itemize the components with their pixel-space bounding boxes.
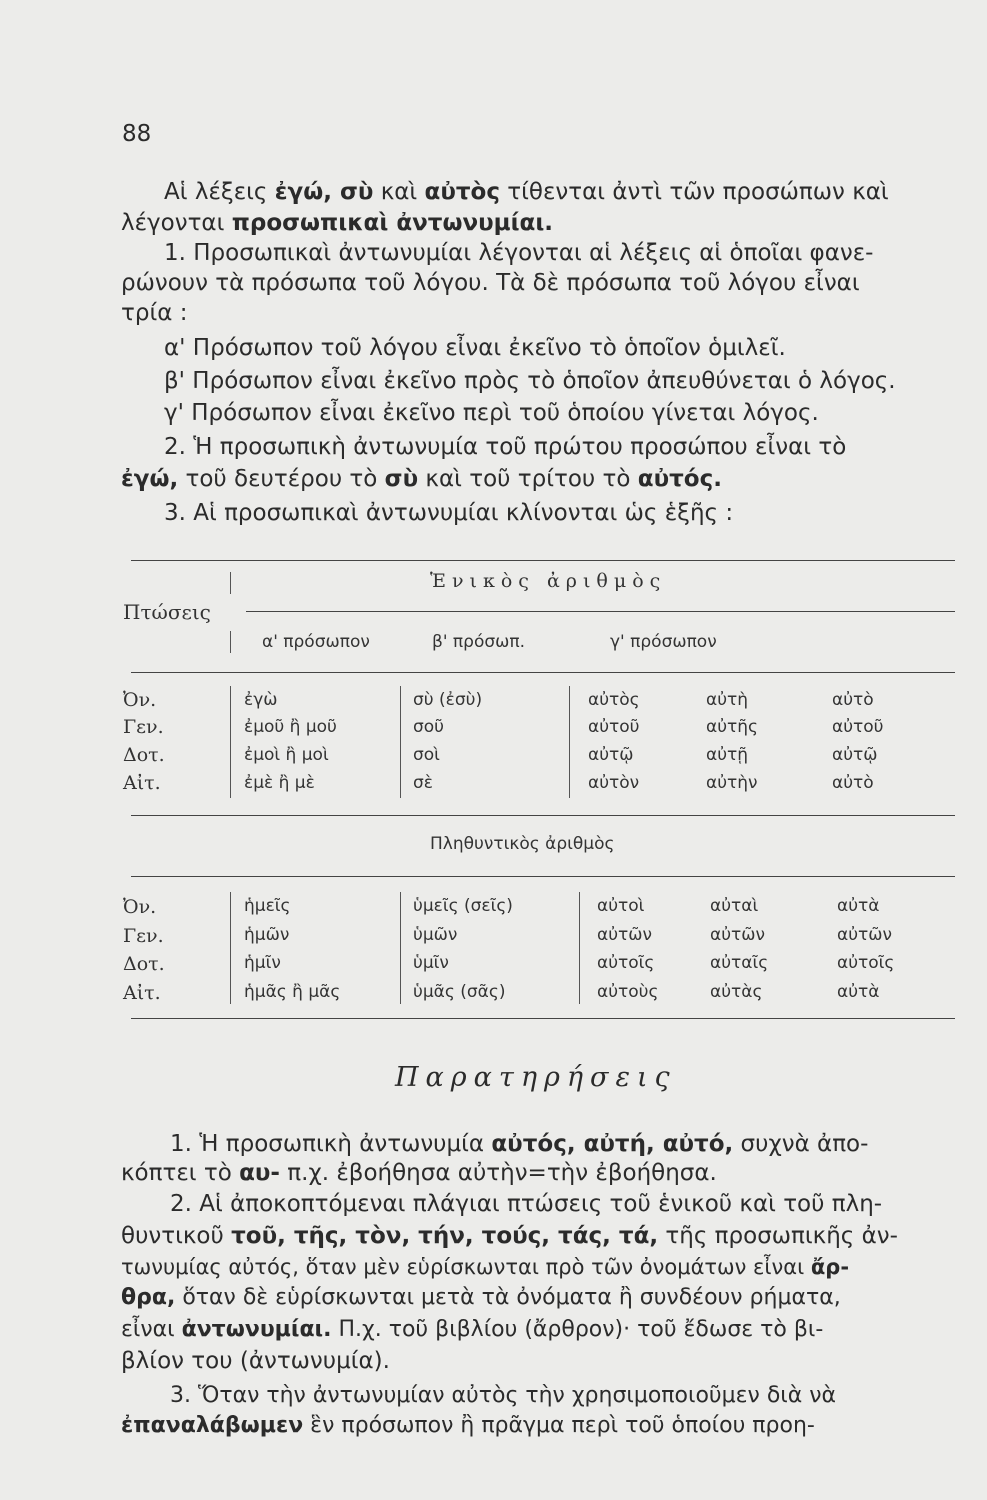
bold-term: ἐπαναλάβωμεν — [121, 1413, 304, 1438]
case-label: Αἰτ. — [123, 982, 161, 1004]
remark-2-line-2 — [121, 1220, 898, 1252]
cell-fem: αὐτὴν — [706, 773, 758, 793]
table-rule — [131, 815, 955, 816]
table-rule — [131, 876, 955, 877]
text: τίθενται ἀντὶ τῶν προσώπων καὶ — [499, 179, 889, 205]
cell-masc: αὐτοὺς — [597, 982, 659, 1002]
remark-3-line-2 — [121, 1410, 815, 1442]
cell-neut: αὐτὰ — [837, 982, 880, 1002]
text: θυντικοῦ — [121, 1223, 232, 1249]
remark-2-line-6: βλίον του (ἀντωνυμία). — [121, 1348, 390, 1374]
cell-masc: αὐτοὶ — [597, 896, 645, 916]
singular-title: Ἑνικὸς ἀριθμὸς — [430, 570, 667, 592]
bold-term: σὺ — [384, 466, 419, 492]
case-label: Γεν. — [123, 925, 164, 947]
bold-term: ἐγώ, σὺ — [274, 179, 374, 205]
cell-p1: ἐμοὶ ἢ μοὶ — [244, 745, 329, 765]
cell-p2: σοὶ — [413, 745, 440, 765]
p1-item-c: γ' Πρόσωπον εἶναι ἐκεῖνο περὶ τοῦ ὁποίου γίνεται λόγος. — [164, 400, 819, 426]
text: ἓν πρόσωπον ἢ πρᾶγμα περὶ τοῦ ὁποίου προη- — [303, 1413, 815, 1438]
remark-2-line-5 — [121, 1314, 823, 1346]
p3-line: 3. Αἱ προσωπικαὶ ἀντωνυμίαι κλίνονται ὡς ἑξῆς : — [164, 500, 734, 526]
text: κόπτει τὸ — [121, 1160, 240, 1186]
cell-p1: ἐμὲ ἢ μὲ — [244, 773, 315, 793]
cell-neut: αὐτὸ — [832, 773, 874, 793]
text: τωνυμίας αὐτός, ὅταν μὲν εὑρίσκωνται πρὸ τῶν ὀνομάτων εἶναι — [121, 1255, 811, 1279]
cell-masc: αὐτοῖς — [597, 953, 655, 973]
bold-term: αὐτὸς — [424, 179, 500, 205]
table-rule-top — [131, 560, 955, 561]
column-divider — [579, 892, 580, 1004]
remark-1-line-2 — [121, 1157, 717, 1189]
text: εἶναι — [121, 1317, 182, 1342]
cell-fem: αὐταῖς — [710, 953, 769, 973]
bold-term: τοῦ, τῆς, τὸν, τήν, τούς, τάς, τά, — [231, 1223, 659, 1249]
column-divider — [400, 686, 401, 798]
case-label: Δοτ. — [123, 744, 165, 766]
text: τοῦ δευτέρου τὸ — [178, 466, 385, 492]
page-number: 88 — [122, 121, 152, 147]
cases-label: Πτώσεις — [123, 600, 211, 624]
cell-fem: αὐτῶν — [710, 925, 766, 945]
cell-masc: αὐτὸν — [588, 773, 640, 793]
table-rule-bottom — [131, 1018, 955, 1019]
case-label: Γεν. — [123, 716, 164, 738]
cell-neut: αὐτὰ — [837, 896, 880, 916]
column-divider — [400, 892, 401, 1004]
header-divider — [230, 572, 231, 594]
cell-p1: ἐμοῦ ἢ μοῦ — [244, 717, 337, 737]
bold-term: προσωπικαὶ ἀντωνυμίαι. — [231, 210, 554, 236]
text: συχνὰ ἀπο- — [733, 1131, 869, 1157]
bold-term: θρα, — [121, 1285, 176, 1310]
bold-term: ἄρ- — [810, 1255, 850, 1279]
bold-term: ἐγώ, — [121, 466, 179, 492]
cell-p2: ὑμῶν — [413, 925, 458, 945]
text: Π.χ. τοῦ βιβλίου (ἄρθρον)· τοῦ ἔδωσε τὸ βι- — [331, 1317, 824, 1342]
case-label: Ὀν. — [123, 896, 157, 918]
cell-fem: αὐτῆς — [706, 717, 759, 737]
p1-line-3: τρία : — [121, 300, 188, 326]
cell-p1: ἡμᾶς ἢ μᾶς — [244, 982, 341, 1002]
person-2-header: β' πρόσωπ. — [432, 632, 526, 652]
text: ὅταν δὲ εὑρίσκωνται μετὰ τὰ ὀνόματα ἢ συνδέουν ρήματα, — [175, 1285, 841, 1310]
p1-item-a: α' Πρόσωπον τοῦ λόγου εἶναι ἐκεῖνο τὸ ὁποῖον ὁμιλεῖ. — [164, 335, 786, 361]
column-divider — [230, 686, 231, 798]
text: π.χ. ἐβοήθησα αὐτὴν=τὴν ἐβοήθησα. — [279, 1160, 717, 1186]
cell-fem: αὐτῇ — [706, 745, 749, 765]
cell-p2: σοῦ — [413, 717, 445, 737]
bold-term: αυ- — [239, 1160, 280, 1186]
cell-masc: αὐτὸς — [588, 690, 640, 710]
table-rule — [131, 672, 955, 673]
cell-p1: ἡμῶν — [244, 925, 290, 945]
case-label: Αἰτ. — [123, 772, 161, 794]
cell-p2: σὲ — [413, 773, 433, 793]
text: τῆς προσωπικῆς ἀν- — [658, 1223, 898, 1249]
person-3-header: γ' πρόσωπον — [610, 632, 717, 652]
cell-p2: ὑμεῖς (σεῖς) — [413, 896, 513, 916]
case-label: Ὀν. — [123, 689, 157, 711]
p1-line-1: 1. Προσωπικαὶ ἀντωνυμίαι λέγονται αἱ λέξεις αἱ ὁποῖαι φανε- — [164, 240, 874, 266]
bold-term: ἀντωνυμίαι. — [181, 1317, 332, 1342]
cell-neut: αὐτοῦ — [832, 717, 884, 737]
remarks-heading: Παρατηρήσεις — [395, 1062, 677, 1093]
remark-1-line-1 — [170, 1128, 868, 1160]
intro-line-1 — [164, 176, 889, 208]
p1-item-b: β' Πρόσωπον εἶναι ἐκεῖνο πρὸς τὸ ὁποῖον ἀπευθύνεται ὁ λόγος. — [164, 368, 896, 394]
bold-term: αὐτός, αὐτή, αὐτό, — [491, 1131, 734, 1157]
plural-title: Πληθυντικὸς ἀριθμὸς — [430, 834, 615, 854]
column-divider — [230, 892, 231, 1004]
cell-p1: ἐγὼ — [244, 690, 278, 710]
cell-fem: αὐταὶ — [710, 896, 759, 916]
cell-neut: αὐτῷ — [832, 745, 878, 765]
cell-p1: ἡμῖν — [244, 953, 281, 973]
text: λέγονται — [121, 210, 232, 236]
p2-line-1: 2. Ἡ προσωπικὴ ἀντωνυμία τοῦ πρώτου προσώπου εἶναι τὸ — [164, 434, 847, 460]
remark-2-line-3 — [121, 1251, 849, 1283]
cell-masc: αὐτῷ — [588, 745, 634, 765]
remark-2-line-4 — [121, 1282, 841, 1314]
table-rule-sub — [246, 611, 955, 612]
text: 1. Ἡ προσωπικὴ ἀντωνυμία — [170, 1131, 492, 1157]
cell-p1: ἡμεῖς — [244, 896, 291, 916]
text: καὶ τοῦ τρίτου τὸ — [418, 466, 638, 492]
cell-neut: αὐτοῖς — [837, 953, 895, 973]
cell-neut: αὐτὸ — [832, 690, 874, 710]
cell-p2: ὑμῖν — [413, 953, 449, 973]
cell-neut: αὐτῶν — [837, 925, 893, 945]
cell-p2: ὑμᾶς (σᾶς) — [413, 982, 506, 1002]
intro-line-2 — [121, 207, 553, 239]
person-1-header: α' πρόσωπον — [262, 632, 370, 652]
cell-fem: αὐτὴ — [706, 690, 749, 710]
cell-masc: αὐτοῦ — [588, 717, 640, 737]
remark-2-line-1: 2. Αἱ ἀποκοπτόμεναι πλάγιαι πτώσεις τοῦ ἑνικοῦ καὶ τοῦ πλη- — [170, 1191, 883, 1217]
remark-3-line-1: 3. Ὅταν τὴν ἀντωνυμίαν αὐτὸς τὴν χρησιμοποιοῦμεν διὰ νὰ — [170, 1383, 837, 1408]
p2-line-2 — [121, 463, 722, 495]
case-label: Δοτ. — [123, 953, 165, 975]
header-divider — [230, 631, 231, 653]
cell-masc: αὐτῶν — [597, 925, 653, 945]
bold-term: αὐτός. — [637, 466, 722, 492]
p1-line-2: ρώνουν τὰ πρόσωπα τοῦ λόγου. Τὰ δὲ πρόσωπα τοῦ λόγου εἶναι — [121, 270, 860, 296]
column-divider — [569, 686, 570, 798]
cell-p2: σὺ (ἐσὺ) — [413, 690, 483, 710]
cell-fem: αὐτὰς — [710, 982, 763, 1002]
text: καὶ — [373, 179, 425, 205]
text: Αἱ λέξεις — [164, 179, 275, 205]
